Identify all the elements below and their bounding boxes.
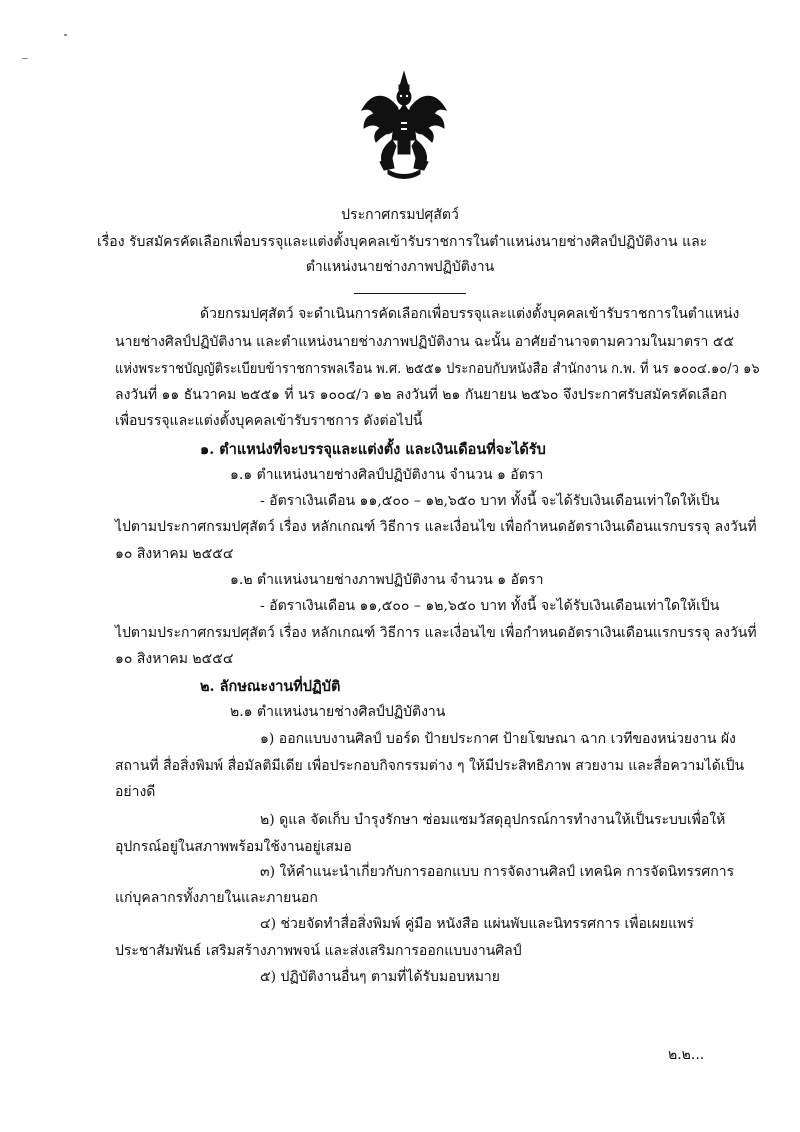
position-1-salary-line: ๑๐ สิงหาคม ๒๕๕๔	[115, 546, 234, 562]
subject-line-2: ตำแหน่งนายช่างภาพปฏิบัติงาน	[305, 259, 495, 275]
section-2-heading: ๒. ลักษณะงานที่ปฏิบัติ	[200, 678, 341, 695]
position-1-salary-line: - อัตราเงินเดือน ๑๑,๕๐๐ – ๑๒,๖๕๐ บาท ทั้งนี้ จะได้รับเงินเดือนเท่าใดให้เป็น	[260, 493, 720, 509]
duty-line: ๓) ให้คำแนะนำเกี่ยวกับการออกแบบ การจัดงานศิลป์ เทคนิค การจัดนิทรรศการ	[260, 864, 735, 880]
position-1-salary-line: ไปตามประกาศกรมปศุสัตว์ เรื่อง หลักเกณฑ์ วิธีการ และเงื่อนไข เพื่อกำหนดอัตราเงินเดือนแรกบรรจุ ลงวันที่	[115, 519, 757, 535]
duty-line: ๑) ออกแบบงานศิลป์ บอร์ด ป้ายประกาศ ป้ายโฆษณา ฉาก เวทีของหน่วยงาน ผัง	[260, 731, 736, 747]
page-continuation-marker: ๒.๒...	[668, 1047, 705, 1063]
duty-line: แก่บุคลากรทั้งภายในและภายนอก	[115, 890, 318, 906]
position-2-title: ๑.๒ ตำแหน่งนายช่างภาพปฏิบัติงาน จำนวน ๑ อัตรา	[230, 572, 544, 588]
position-2-salary-line: - อัตราเงินเดือน ๑๑,๕๐๐ – ๑๒,๖๕๐ บาท ทั้งนี้ จะได้รับเงินเดือนเท่าใดให้เป็น	[260, 598, 720, 614]
duty-line: อย่างดี	[115, 784, 156, 800]
intro-line: ด้วยกรมปศุสัตว์ จะดำเนินการคัดเลือกเพื่อบรรจุและแต่งตั้งบุคคลเข้ารับราชการในตำแหน่ง	[200, 306, 740, 322]
duty-line: ๔) ช่วยจัดทำสื่อสิ่งพิมพ์ คู่มือ หนังสือ แผ่นพับและนิทรรศการ เพื่อเผยแพร่	[260, 916, 694, 932]
position-2-salary-line: ๑๐ สิงหาคม ๒๕๕๔	[115, 651, 234, 667]
position-2-salary-line: ไปตามประกาศกรมปศุสัตว์ เรื่อง หลักเกณฑ์ วิธีการ และเงื่อนไข เพื่อกำหนดอัตราเงินเดือนแรกบรรจุ ลงวันที่	[115, 625, 757, 641]
garuda-emblem-icon	[358, 70, 450, 180]
section-2-subtitle: ๒.๑ ตำแหน่งนายช่างศิลป์ปฏิบัติงาน	[230, 704, 446, 720]
section-1-heading: ๑. ตำแหน่งที่จะบรรจุและแต่งตั้ง และเงินเดือนที่จะได้รับ	[200, 441, 546, 458]
duty-line: ๒) ดูแล จัดเก็บ บำรุงรักษา ซ่อมแซมวัสดุอุปกรณ์การทำงานให้เป็นระบบเพื่อให้	[260, 812, 726, 828]
subject-line-1: เรื่อง รับสมัครคัดเลือกเพื่อบรรจุและแต่งตั้งบุคคลเข้ารับราชการในตำแหน่งนายช่างศิลป์ปฏิบัติงาน และ	[97, 234, 708, 250]
intro-line: เพื่อบรรจุและแต่งตั้งบุคคลเข้ารับราชการ ดังต่อไปนี้	[115, 413, 423, 429]
header-divider	[354, 293, 466, 294]
position-1-title: ๑.๑ ตำแหน่งนายช่างศิลป์ปฏิบัติงาน จำนวน ๑ อัตรา	[230, 467, 544, 483]
intro-line: ลงวันที่ ๑๑ ธันวาคม ๒๕๕๑ ที่ นร ๑๐๐๔/ว ๑๒ ลงวันที่ ๒๑ กันยายน ๒๕๖๐ จึงประกาศรับสมัครคัดเลือก	[115, 387, 727, 403]
scan-speck	[22, 58, 28, 59]
intro-line: นายช่างศิลป์ปฏิบัติงาน และตำแหน่งนายช่างภาพปฏิบัติงาน ฉะนั้น อาศัยอำนาจตามความในมาตรา ๕๕	[115, 334, 735, 350]
duty-line: อุปกรณ์อยู่ในสภาพพร้อมใช้งานอยู่เสมอ	[115, 839, 352, 855]
duty-line: ๕) ปฏิบัติงานอื่นๆ ตามที่ได้รับมอบหมาย	[260, 969, 500, 985]
duty-line: ประชาสัมพันธ์ เสริมสร้างภาพพจน์ และส่งเสริมการออกแบบงานศิลป์	[115, 943, 522, 959]
duty-line: สถานที่ สื่อสิ่งพิมพ์ สื่อมัลติมีเดีย เพื่อประกอบกิจกรรมต่าง ๆ ให้มีประสิทธิภาพ สวยงาม และสื่อความได้เป็น	[115, 758, 745, 774]
intro-line: แห่งพระราชบัญญัติระเบียบข้าราชการพลเรือน พ.ศ. ๒๕๕๑ ประกอบกับหนังสือ สำนักงาน ก.พ. ที่ นร ๑๐๐๔.๑๐/ว ๑๖	[115, 361, 760, 377]
scan-speck	[64, 34, 67, 36]
announcement-title: ประกาศกรมปศุสัตว์	[341, 207, 459, 223]
